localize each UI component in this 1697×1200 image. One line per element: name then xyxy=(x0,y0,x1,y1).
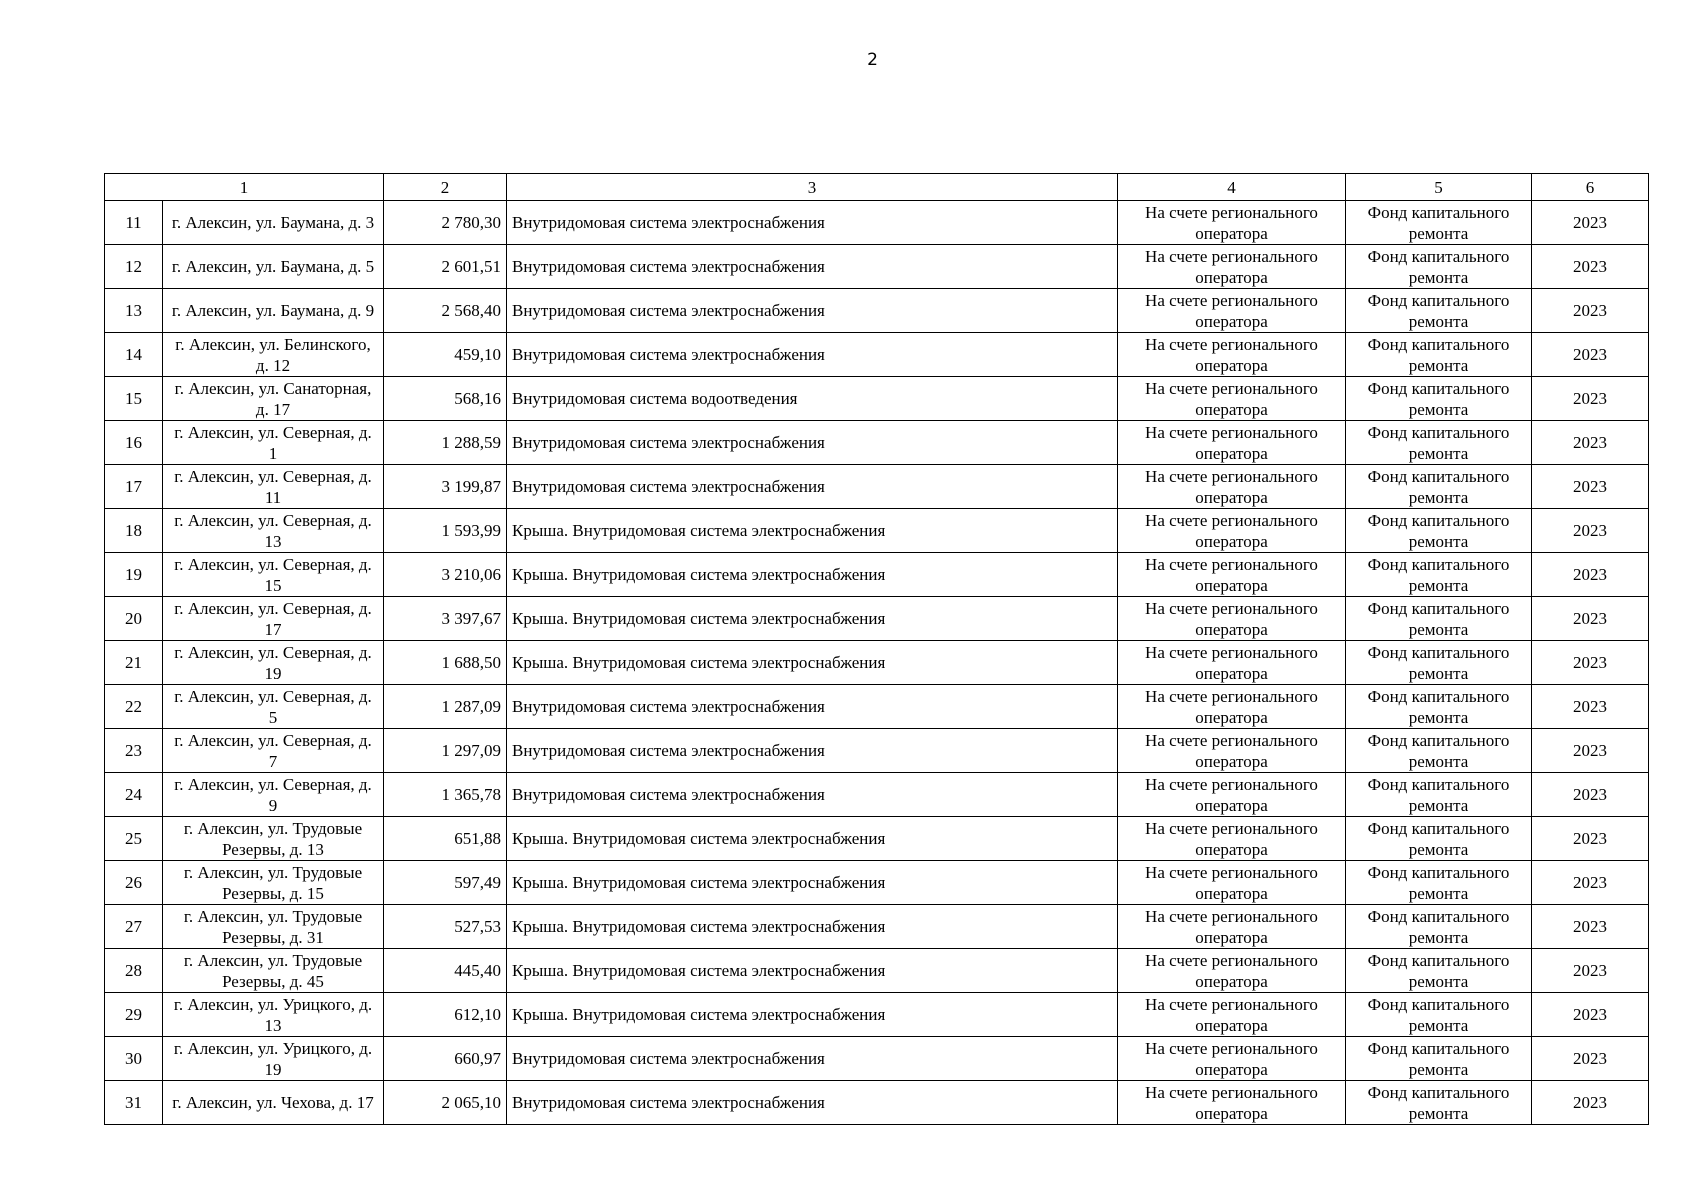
row-number: 28 xyxy=(105,949,163,993)
area-cell: 3 199,87 xyxy=(384,465,507,509)
year-cell: 2023 xyxy=(1532,1037,1649,1081)
table-row xyxy=(105,421,1649,465)
year-cell: 2023 xyxy=(1532,685,1649,729)
funding-source-cell: Фонд капитального ремонта xyxy=(1346,861,1532,905)
area-cell: 2 065,10 xyxy=(384,1081,507,1125)
funding-source-cell: Фонд капитального ремонта xyxy=(1346,421,1532,465)
column-header-6: 6 xyxy=(1532,174,1649,201)
year-cell: 2023 xyxy=(1532,201,1649,245)
column-header-2: 2 xyxy=(384,174,507,201)
funding-source-cell: Фонд капитального ремонта xyxy=(1346,465,1532,509)
work-type-cell: Крыша. Внутридомовая система электроснабжения xyxy=(507,817,1118,861)
year-cell: 2023 xyxy=(1532,773,1649,817)
table-row xyxy=(105,949,1649,993)
table-row xyxy=(105,1037,1649,1081)
year-cell: 2023 xyxy=(1532,553,1649,597)
row-number: 20 xyxy=(105,597,163,641)
work-type-cell: Внутридомовая система водоотведения xyxy=(507,377,1118,421)
address-cell: г. Алексин, ул. Северная, д. 9 xyxy=(163,773,384,817)
row-number: 22 xyxy=(105,685,163,729)
row-number: 13 xyxy=(105,289,163,333)
area-cell: 612,10 xyxy=(384,993,507,1037)
year-cell: 2023 xyxy=(1532,905,1649,949)
area-cell: 2 780,30 xyxy=(384,201,507,245)
fund-account-cell: На счете регионального оператора xyxy=(1118,905,1346,949)
table-row xyxy=(105,817,1649,861)
address-cell: г. Алексин, ул. Северная, д. 11 xyxy=(163,465,384,509)
funding-source-cell: Фонд капитального ремонта xyxy=(1346,949,1532,993)
column-header-4: 4 xyxy=(1118,174,1346,201)
table-row xyxy=(105,993,1649,1037)
area-cell: 459,10 xyxy=(384,333,507,377)
work-type-cell: Крыша. Внутридомовая система электроснабжения xyxy=(507,949,1118,993)
work-type-cell: Крыша. Внутридомовая система электроснабжения xyxy=(507,861,1118,905)
year-cell: 2023 xyxy=(1532,289,1649,333)
row-number: 12 xyxy=(105,245,163,289)
fund-account-cell: На счете регионального оператора xyxy=(1118,773,1346,817)
funding-source-cell: Фонд капитального ремонта xyxy=(1346,685,1532,729)
fund-account-cell: На счете регионального оператора xyxy=(1118,729,1346,773)
fund-account-cell: На счете регионального оператора xyxy=(1118,553,1346,597)
area-cell: 3 210,06 xyxy=(384,553,507,597)
row-number: 26 xyxy=(105,861,163,905)
address-cell: г. Алексин, ул. Чехова, д. 17 xyxy=(163,1081,384,1125)
year-cell: 2023 xyxy=(1532,993,1649,1037)
fund-account-cell: На счете регионального оператора xyxy=(1118,949,1346,993)
table-row xyxy=(105,465,1649,509)
row-number: 11 xyxy=(105,201,163,245)
page-number: 2 xyxy=(867,50,878,70)
funding-source-cell: Фонд капитального ремонта xyxy=(1346,289,1532,333)
work-type-cell: Внутридомовая система электроснабжения xyxy=(507,201,1118,245)
work-type-cell: Крыша. Внутридомовая система электроснабжения xyxy=(507,553,1118,597)
address-cell: г. Алексин, ул. Северная, д. 1 xyxy=(163,421,384,465)
year-cell: 2023 xyxy=(1532,245,1649,289)
table-row xyxy=(105,201,1649,245)
table-row xyxy=(105,641,1649,685)
capital-repair-table xyxy=(104,173,1649,1125)
row-number: 14 xyxy=(105,333,163,377)
address-cell: г. Алексин, ул. Северная, д. 17 xyxy=(163,597,384,641)
funding-source-cell: Фонд капитального ремонта xyxy=(1346,333,1532,377)
address-cell: г. Алексин, ул. Северная, д. 19 xyxy=(163,641,384,685)
area-cell: 445,40 xyxy=(384,949,507,993)
address-cell: г. Алексин, ул. Северная, д. 7 xyxy=(163,729,384,773)
funding-source-cell: Фонд капитального ремонта xyxy=(1346,245,1532,289)
funding-source-cell: Фонд капитального ремонта xyxy=(1346,1081,1532,1125)
address-cell: г. Алексин, ул. Трудовые Резервы, д. 45 xyxy=(163,949,384,993)
table-row xyxy=(105,905,1649,949)
column-number-row xyxy=(105,174,1649,201)
work-type-cell: Внутридомовая система электроснабжения xyxy=(507,421,1118,465)
funding-source-cell: Фонд капитального ремонта xyxy=(1346,377,1532,421)
table-row xyxy=(105,773,1649,817)
row-number: 16 xyxy=(105,421,163,465)
address-cell: г. Алексин, ул. Урицкого, д. 19 xyxy=(163,1037,384,1081)
fund-account-cell: На счете регионального оператора xyxy=(1118,201,1346,245)
work-type-cell: Внутридомовая система электроснабжения xyxy=(507,729,1118,773)
fund-account-cell: На счете регионального оператора xyxy=(1118,333,1346,377)
year-cell: 2023 xyxy=(1532,333,1649,377)
area-cell: 527,53 xyxy=(384,905,507,949)
area-cell: 3 397,67 xyxy=(384,597,507,641)
table-row xyxy=(105,289,1649,333)
work-type-cell: Внутридомовая система электроснабжения xyxy=(507,289,1118,333)
funding-source-cell: Фонд капитального ремонта xyxy=(1346,905,1532,949)
area-cell: 597,49 xyxy=(384,861,507,905)
fund-account-cell: На счете регионального оператора xyxy=(1118,597,1346,641)
year-cell: 2023 xyxy=(1532,465,1649,509)
table-row xyxy=(105,509,1649,553)
fund-account-cell: На счете регионального оператора xyxy=(1118,1081,1346,1125)
fund-account-cell: На счете регионального оператора xyxy=(1118,1037,1346,1081)
area-cell: 1 297,09 xyxy=(384,729,507,773)
year-cell: 2023 xyxy=(1532,817,1649,861)
funding-source-cell: Фонд капитального ремонта xyxy=(1346,509,1532,553)
area-cell: 1 688,50 xyxy=(384,641,507,685)
row-number: 30 xyxy=(105,1037,163,1081)
address-cell: г. Алексин, ул. Белинского, д. 12 xyxy=(163,333,384,377)
funding-source-cell: Фонд капитального ремонта xyxy=(1346,597,1532,641)
area-cell: 568,16 xyxy=(384,377,507,421)
row-number: 31 xyxy=(105,1081,163,1125)
funding-source-cell: Фонд капитального ремонта xyxy=(1346,729,1532,773)
funding-source-cell: Фонд капитального ремонта xyxy=(1346,201,1532,245)
fund-account-cell: На счете регионального оператора xyxy=(1118,421,1346,465)
fund-account-cell: На счете регионального оператора xyxy=(1118,245,1346,289)
address-cell: г. Алексин, ул. Северная, д. 5 xyxy=(163,685,384,729)
address-cell: г. Алексин, ул. Баумана, д. 5 xyxy=(163,245,384,289)
address-cell: г. Алексин, ул. Баумана, д. 9 xyxy=(163,289,384,333)
work-type-cell: Внутридомовая система электроснабжения xyxy=(507,685,1118,729)
row-number: 17 xyxy=(105,465,163,509)
address-cell: г. Алексин, ул. Трудовые Резервы, д. 31 xyxy=(163,905,384,949)
funding-source-cell: Фонд капитального ремонта xyxy=(1346,553,1532,597)
work-type-cell: Внутридомовая система электроснабжения xyxy=(507,1081,1118,1125)
row-number: 24 xyxy=(105,773,163,817)
column-header-5: 5 xyxy=(1346,174,1532,201)
table-row xyxy=(105,597,1649,641)
year-cell: 2023 xyxy=(1532,641,1649,685)
column-header-3: 3 xyxy=(507,174,1118,201)
row-number: 15 xyxy=(105,377,163,421)
row-number: 23 xyxy=(105,729,163,773)
fund-account-cell: На счете регионального оператора xyxy=(1118,289,1346,333)
address-cell: г. Алексин, ул. Урицкого, д. 13 xyxy=(163,993,384,1037)
row-number: 25 xyxy=(105,817,163,861)
fund-account-cell: На счете регионального оператора xyxy=(1118,685,1346,729)
fund-account-cell: На счете регионального оператора xyxy=(1118,993,1346,1037)
work-type-cell: Крыша. Внутридомовая система электроснабжения xyxy=(507,905,1118,949)
table-row xyxy=(105,333,1649,377)
table-row xyxy=(105,729,1649,773)
work-type-cell: Внутридомовая система электроснабжения xyxy=(507,465,1118,509)
year-cell: 2023 xyxy=(1532,949,1649,993)
row-number: 29 xyxy=(105,993,163,1037)
row-number: 21 xyxy=(105,641,163,685)
fund-account-cell: На счете регионального оператора xyxy=(1118,817,1346,861)
funding-source-cell: Фонд капитального ремонта xyxy=(1346,993,1532,1037)
table-body xyxy=(105,201,1649,1125)
table-row xyxy=(105,245,1649,289)
table-row xyxy=(105,1081,1649,1125)
fund-account-cell: На счете регионального оператора xyxy=(1118,509,1346,553)
address-cell: г. Алексин, ул. Санаторная, д. 17 xyxy=(163,377,384,421)
funding-source-cell: Фонд капитального ремонта xyxy=(1346,817,1532,861)
funding-source-cell: Фонд капитального ремонта xyxy=(1346,773,1532,817)
fund-account-cell: На счете регионального оператора xyxy=(1118,641,1346,685)
work-type-cell: Внутридомовая система электроснабжения xyxy=(507,773,1118,817)
address-cell: г. Алексин, ул. Трудовые Резервы, д. 13 xyxy=(163,817,384,861)
year-cell: 2023 xyxy=(1532,1081,1649,1125)
area-cell: 2 568,40 xyxy=(384,289,507,333)
address-cell: г. Алексин, ул. Северная, д. 15 xyxy=(163,553,384,597)
row-number: 18 xyxy=(105,509,163,553)
year-cell: 2023 xyxy=(1532,729,1649,773)
area-cell: 1 365,78 xyxy=(384,773,507,817)
area-cell: 2 601,51 xyxy=(384,245,507,289)
row-number: 27 xyxy=(105,905,163,949)
table-row xyxy=(105,377,1649,421)
area-cell: 1 288,59 xyxy=(384,421,507,465)
funding-source-cell: Фонд капитального ремонта xyxy=(1346,1037,1532,1081)
area-cell: 651,88 xyxy=(384,817,507,861)
address-cell: г. Алексин, ул. Северная, д. 13 xyxy=(163,509,384,553)
area-cell: 660,97 xyxy=(384,1037,507,1081)
table-row xyxy=(105,685,1649,729)
fund-account-cell: На счете регионального оператора xyxy=(1118,861,1346,905)
work-type-cell: Крыша. Внутридомовая система электроснабжения xyxy=(507,597,1118,641)
address-cell: г. Алексин, ул. Трудовые Резервы, д. 15 xyxy=(163,861,384,905)
fund-account-cell: На счете регионального оператора xyxy=(1118,465,1346,509)
table-row xyxy=(105,861,1649,905)
year-cell: 2023 xyxy=(1532,861,1649,905)
year-cell: 2023 xyxy=(1532,597,1649,641)
area-cell: 1 287,09 xyxy=(384,685,507,729)
year-cell: 2023 xyxy=(1532,377,1649,421)
area-cell: 1 593,99 xyxy=(384,509,507,553)
year-cell: 2023 xyxy=(1532,421,1649,465)
column-header-1: 1 xyxy=(105,174,384,201)
work-type-cell: Внутридомовая система электроснабжения xyxy=(507,245,1118,289)
funding-source-cell: Фонд капитального ремонта xyxy=(1346,641,1532,685)
table-row xyxy=(105,553,1649,597)
work-type-cell: Внутридомовая система электроснабжения xyxy=(507,333,1118,377)
row-number: 19 xyxy=(105,553,163,597)
work-type-cell: Крыша. Внутридомовая система электроснабжения xyxy=(507,993,1118,1037)
fund-account-cell: На счете регионального оператора xyxy=(1118,377,1346,421)
address-cell: г. Алексин, ул. Баумана, д. 3 xyxy=(163,201,384,245)
work-type-cell: Крыша. Внутридомовая система электроснабжения xyxy=(507,641,1118,685)
work-type-cell: Крыша. Внутридомовая система электроснабжения xyxy=(507,509,1118,553)
year-cell: 2023 xyxy=(1532,509,1649,553)
work-type-cell: Внутридомовая система электроснабжения xyxy=(507,1037,1118,1081)
